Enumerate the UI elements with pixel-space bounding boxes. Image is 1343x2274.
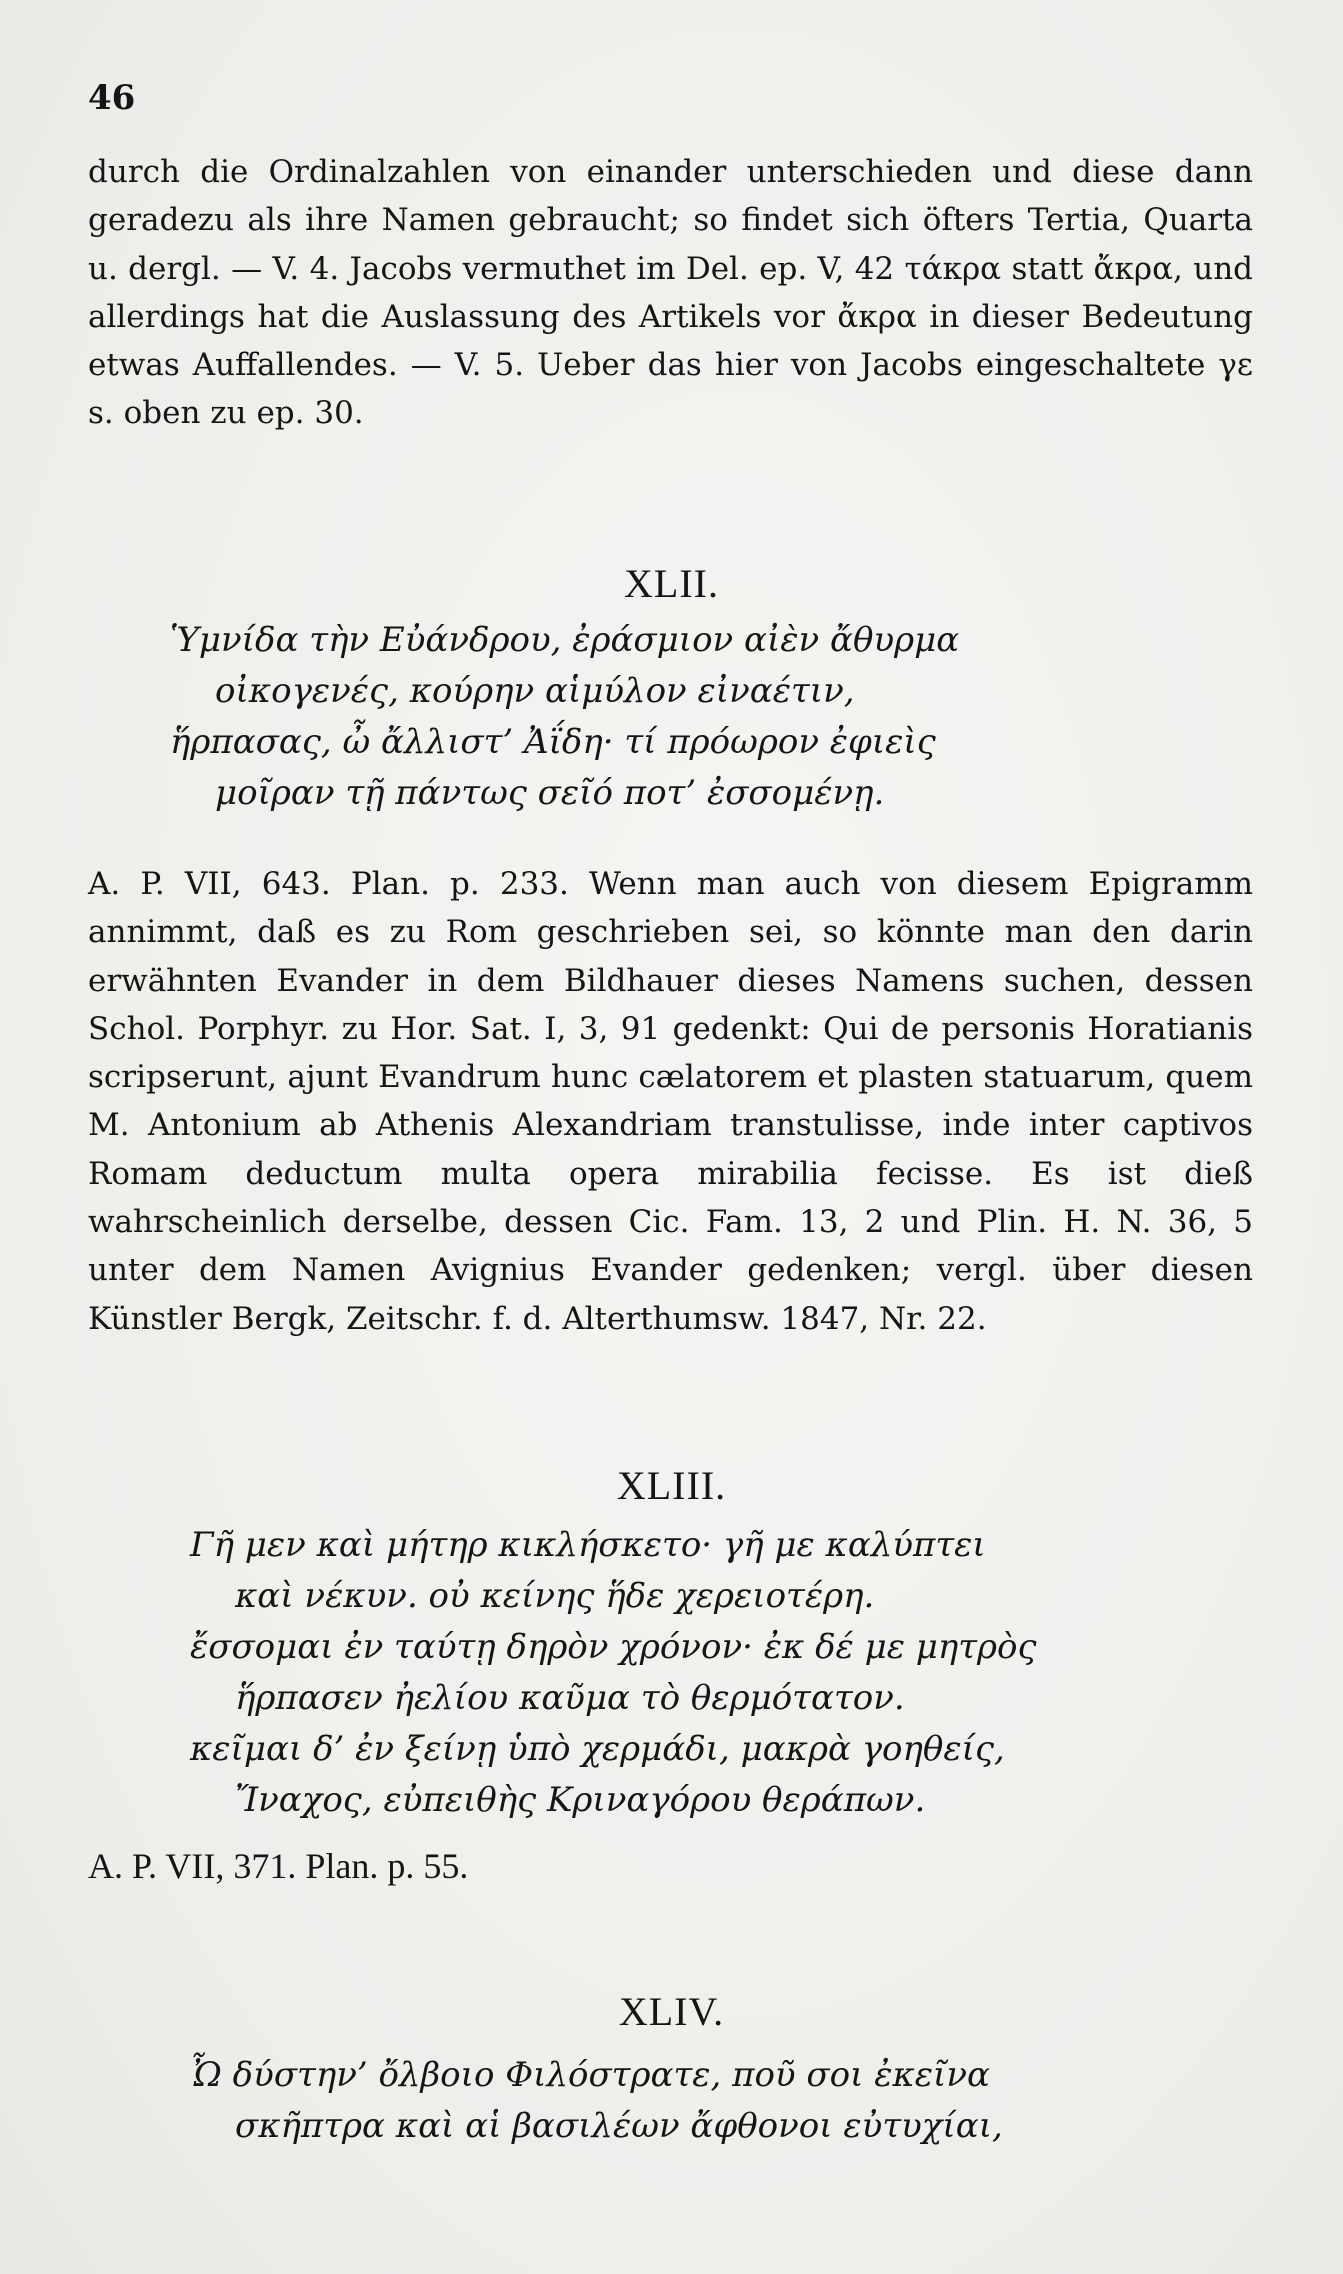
section-heading-xliv: XLIV. bbox=[618, 1989, 725, 2034]
verse-line: Ὦ δύστην’ ὄλβοιο Φιλόστρατε, ποῦ σοι ἐκεῖνα bbox=[190, 2055, 990, 2095]
section-heading-xliii: XLIII. bbox=[616, 1463, 727, 1508]
verse-line: κεῖμαι δ’ ἐν ξείνῃ ὑπὸ χερμάδι, μακρὰ γοηθείς, bbox=[190, 1729, 1005, 1769]
commentary-xlii bbox=[88, 860, 1253, 1343]
verse-line: Ὑμνίδα τὴν Εὐάνδρου, ἐράσμιον αἰὲν ἄθυρμα bbox=[170, 620, 960, 660]
verse-line: ἥρπασας, ὦ ἄλλιστ’ Ἀΐδη· τί πρόωρον ἐφιεὶς bbox=[170, 722, 936, 762]
verse-line: Ἴναχος, εὐπειθὴς Κριναγόρου θεράπων. bbox=[235, 1780, 926, 1820]
epigram-xlii bbox=[170, 615, 959, 819]
verse-line: ἔσσομαι ἐν ταύτῃ δηρὸν χρόνον· ἐκ δέ με μητρὸς bbox=[190, 1627, 1037, 1667]
epigram-xliii bbox=[190, 1520, 1037, 1826]
page-number: 46 bbox=[88, 78, 136, 118]
commentary-text: A. P. VII, 643. Plan. p. 233. Wenn man auch von diesem Epigramm annimmt, daß es zu Rom geschrieben sei, so könnte man den darin erwähnten Evander in dem Bildhauer dieses Namens suchen, dessen Schol. Porphyr. zu Hor. Sat. I, 3, 91 gedenkt: Qui de personis Horatianis scripserunt, ajunt Evandrum hunc cælatorem et plasten statuarum, quem M. Antonium ab Athenis Alexandriam transtulisse, inde inter captivos Romam deductum multa opera mirabilia fecisse. Es ist dieß wahrscheinlich derselbe, dessen Cic. Fam. 13, 2 und Plin. H. N. 36, 5 unter dem Namen Avignius Evander gedenken; vergl. über diesen Künstler Bergk, Zeitschr. f. d. Alterthumsw. 1847, Nr. 22. bbox=[88, 866, 1253, 1337]
section-heading-xlii: XLII. bbox=[624, 561, 719, 606]
verse-line: Γῆ μεν καὶ μήτηρ κικλήσκετο· γῆ με καλύπτει bbox=[190, 1525, 986, 1565]
verse-line: οἰκογενές, κούρην αἱμύλον εἰναέτιν, bbox=[215, 671, 855, 711]
intro-paragraph bbox=[88, 148, 1253, 438]
verse-line: μοῖραν τῇ πάντως σεῖό ποτ’ ἐσσομένῃ. bbox=[215, 773, 885, 813]
intro-text: durch die Ordinalzahlen von einander unterschieden und diese dann geradezu als ihre Namen gebraucht; so findet sich öfters Tertia, Quarta u. dergl. — V. 4. Jacobs vermuthet im Del. ep. V, 42 τάκρα statt ἄκρα, und allerdings hat die Auslassung des Artikels vor ἄκρα in dieser Bedeutung etwas Auffallendes. — V. 5. Ueber das hier von Jacobs eingeschaltete γε s. oben zu ep. 30. bbox=[88, 154, 1253, 432]
verse-line: σκῆπτρα καὶ αἱ βασιλέων ἄφθονοι εὐτυχίαι, bbox=[235, 2106, 1003, 2146]
source-xliii: A. P. VII, 371. Plan. p. 55. bbox=[88, 1846, 469, 1886]
epigram-xliv bbox=[190, 2050, 1003, 2152]
verse-line: ἥρπασεν ἠελίου καῦμα τὸ θερμότατον. bbox=[235, 1678, 905, 1718]
verse-line: καὶ νέκυν. οὐ κείνης ἥδε χερειοτέρη. bbox=[235, 1576, 875, 1616]
